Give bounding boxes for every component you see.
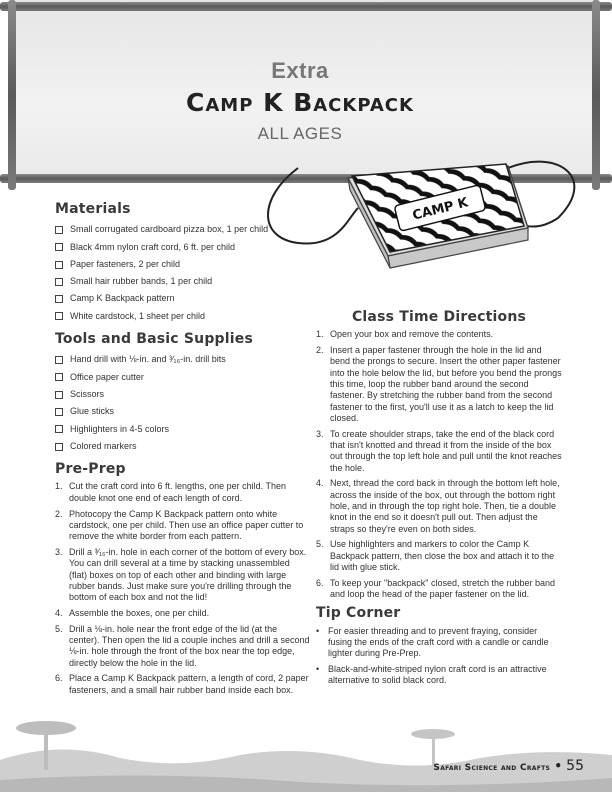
list-item: Office paper cutter: [55, 369, 310, 386]
page-title: Camp K Backpack: [186, 88, 414, 117]
banner-left-post: [8, 0, 16, 190]
bullet-icon: •: [316, 625, 320, 636]
checkbox: [55, 278, 63, 286]
page-footer: [433, 758, 584, 774]
tip-list: [316, 626, 562, 686]
step-item: 5. Use highlighters and markers to color the Camp K Backpack pattern, then close the box and attach it to the lid with glue stick.: [316, 539, 555, 572]
directions-steps: [316, 329, 562, 600]
list-item: Scissors: [55, 386, 310, 403]
backpack-box-illustration: [258, 128, 612, 288]
list-item: Black 4mm nylon craft cord, 6 ft. per child: [55, 239, 310, 256]
step-item: 6. To keep your "backpack" closed, stretch the rubber band and loop the head of the paper fastener on the lid.: [316, 577, 556, 600]
step-item: 6. Place a Camp K Backpack pattern, a length of cord, 2 paper fasteners, and a small hair rubber band inside each box.: [55, 673, 309, 695]
page-number: 55: [566, 758, 584, 774]
list-item: Small hair rubber bands, 1 per child: [55, 273, 310, 290]
directions-heading: Class Time Directions: [351, 309, 527, 325]
step-item: 4. Assemble the boxes, one per child.: [55, 607, 210, 618]
step-item: 2. Insert a paper fastener through the hole in the lid and bend the prongs to secure. Insert the other paper fastener into the hole below the lid, but before you bend the prongs this time, loop the rubber band around the second fastener. By stretching the rubber band from the second fastener to the first, you'll use it as a latch to keep the lid closed.: [316, 345, 562, 423]
tools-list: [55, 351, 310, 455]
list-item: Colored markers: [55, 438, 310, 455]
right-column: [316, 309, 562, 690]
checkbox: [55, 391, 63, 399]
savanna-footer-art: [0, 700, 612, 792]
list-item: Hand drill with ⅛-in. and ³⁄₁₆-in. drill bits: [55, 351, 310, 368]
preprep-heading: Pre-Prep: [55, 461, 126, 478]
age-label: ALL AGES: [257, 124, 343, 143]
step-item: 4. Next, thread the cord back in through the bottom left hole, across the inside of the box, out through the bottom right hole, and in through the top right hole. Then, tie a double knot in the end so it doesn't pull out. Then adjust the straps so they're even on both sides.: [316, 478, 560, 534]
checkbox: [55, 295, 63, 303]
list-item: Highlighters in 4-5 colors: [55, 421, 310, 438]
step-item: 1. Open your box and remove the contents.: [316, 329, 494, 340]
step-item: 5. Drill a ⅛-in. hole near the front edge of the lid (at the center). Then open the lid a couple inches and drill a second ⅛-in. hole through the front of the box near the top edge, directly below the hole in the lid.: [55, 623, 310, 668]
tip-heading: Tip Corner: [316, 605, 401, 622]
checkbox: [55, 443, 63, 451]
checkbox: [55, 408, 63, 416]
list-item: Glue sticks: [55, 403, 310, 420]
step-item: 2. Photocopy the Camp K Backpack pattern onto white cardstock, one per child. Then use an office paper cutter to remove the white border from each pattern.: [55, 508, 304, 542]
list-item: • Black-and-white-striped nylon craft cord is an attractive alternative to solid black cord.: [316, 663, 547, 685]
preprep-steps: [55, 481, 310, 696]
bullet-icon: •: [316, 663, 320, 674]
checkbox: [55, 243, 63, 251]
checkbox: [55, 373, 63, 381]
checkbox: [55, 261, 63, 269]
list-item: • For easier threading and to prevent fraying, consider fusing the ends of the craft cord with a candle or candle lighter during Pre-Prep.: [316, 625, 549, 659]
materials-heading: Materials: [55, 201, 131, 217]
tools-heading: Tools and Basic Supplies: [55, 331, 253, 348]
footer-separator: •: [554, 759, 562, 773]
step-item: 3. To create shoulder straps, take the end of the black cord that isn't knotted and thread it from the inside of the box out through the top left hole and pull until the knot reaches the hole.: [316, 428, 562, 473]
banner-top-pole: [0, 2, 612, 11]
left-column: [55, 201, 310, 701]
checkbox: [55, 312, 63, 320]
list-item: Camp K Backpack pattern: [55, 290, 310, 307]
list-item: White cardstock, 1 sheet per child: [55, 308, 310, 325]
checkbox: [55, 226, 63, 234]
section-name: Safari Science and Crafts: [433, 763, 551, 773]
camp-k-logo-text: CAMP K: [411, 195, 470, 224]
materials-list: [55, 221, 310, 325]
checkbox: [55, 356, 63, 364]
checkbox: [55, 425, 63, 433]
step-item: 1. Cut the craft cord into 6 ft. lengths, one per child. Then double knot one end of each length of cord.: [55, 481, 286, 503]
list-item: Small corrugated cardboard pizza box, 1 per child: [55, 221, 310, 238]
list-item: Paper fasteners, 2 per child: [55, 256, 310, 273]
title-extra: Extra: [271, 58, 329, 83]
step-item: 3. Drill a ³⁄₁₆-in. hole in each corner of the bottom of every box. You can drill several at a time by stacking unassembled (flat) boxes on top of each other and binding with large rubber bands. Just make sure you're drilling through the bottom of each box and not the lid!: [55, 546, 307, 603]
